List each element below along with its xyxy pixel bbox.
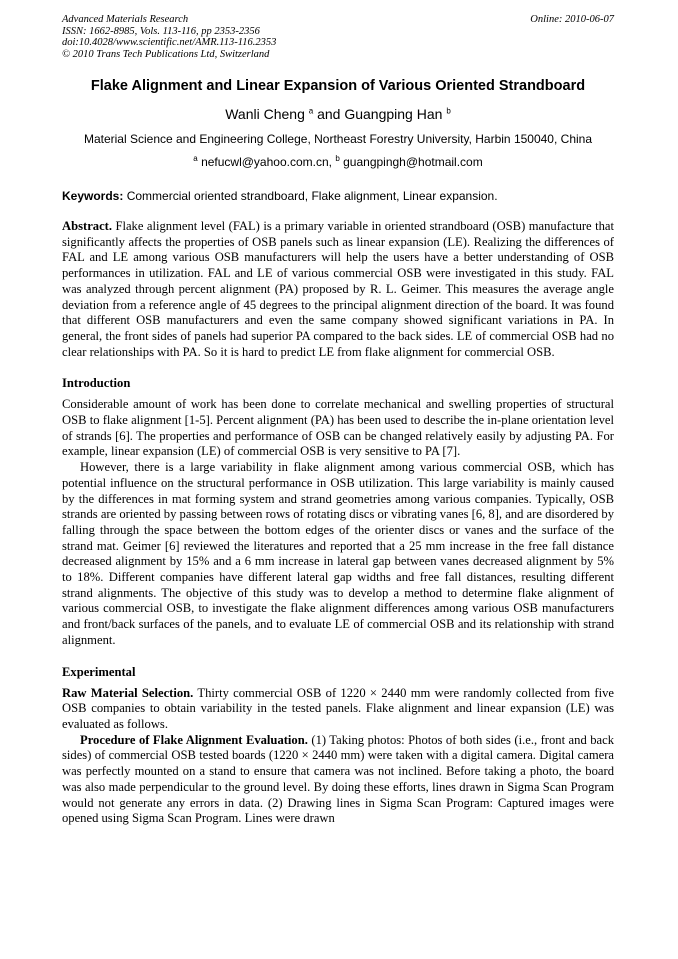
abstract bbox=[62, 219, 614, 360]
author-2-mark: b bbox=[446, 106, 451, 116]
raw-material-label: Raw Material Selection. bbox=[62, 685, 194, 700]
online-date: Online: 2010-06-07 bbox=[530, 14, 614, 25]
author-line bbox=[62, 106, 614, 122]
intro-paragraph-2: However, there is a large variability in flake alignment among various commercial OSB, which has potential influence on the structural performance in OSB utilization. This large variability is mainly caused by the differences in mat forming system and strand geometries among various companies. Typically, OSB strands are oriented by passing between rows of rotating discs or vibrating vanes [6, 8], and are disordered by falling through the space between the bottom edges of the orienter discs or vanes and the surface of the strand mat. Geimer [6] reviewed the literatures and reported that a 25 mm increase in the free fall distance decreased alignment by 15% and a 6 mm increase in lateral gap between vanes decreased alignment by 5% to 18%. Different companies have different lateral gap widths and free fall distances, resulting different strand alignments. The objective of this study was to develop a method to determine flake alignment of various commercial OSB, to investigate the flake alignment differences among various OSB manufacturers and front/back surfaces of the panels, and to evaluate LE of commercial OSB and its relationship with strand alignment. bbox=[62, 460, 614, 647]
author-conjunction: and bbox=[317, 106, 341, 122]
author-2: Guangping Han bbox=[344, 106, 443, 122]
author-1: Wanli Cheng bbox=[225, 106, 305, 122]
keywords-label: Keywords: bbox=[62, 189, 124, 203]
intro-paragraph-1: Considerable amount of work has been done to correlate mechanical and swelling properties of structural OSB to flake alignment [1-5]. Percent alignment (PA) has been used to describe the in-plane orientation level of strands [6]. The properties and performance of OSB can be changed relatively easily by adjusting PA. For example, linear expansion (LE) of commercial OSB is very sensitive to PA [7]. bbox=[62, 397, 614, 459]
raw-material-text: Thirty commercial OSB of 1220 × 2440 mm were randomly collected from five OSB companies to obtain variability in the tested panels. Flake alignment and linear expansion (LE) was evaluated as follows. bbox=[62, 685, 615, 731]
doi-line: doi:10.4028/www.scientific.net/AMR.113-116.2353 bbox=[62, 37, 277, 48]
email-b-mark: b bbox=[335, 154, 340, 163]
abstract-label: Abstract. bbox=[62, 219, 113, 233]
email-line bbox=[62, 154, 614, 169]
copyright-line: © 2010 Trans Tech Publications Ltd, Switzerland bbox=[62, 48, 270, 60]
author-1-mark: a bbox=[308, 106, 314, 116]
email-a[interactable]: nefucwl@yahoo.com.cn, bbox=[201, 155, 332, 169]
section-heading-introduction: Introduction bbox=[62, 376, 131, 391]
affiliation: Material Science and Engineering College, Northeast Forestry University, Harbin 150040, China bbox=[83, 132, 593, 146]
email-b[interactable]: guangpingh@hotmail.com bbox=[343, 155, 483, 169]
abstract-text: Flake alignment level (FAL) is a primary variable in oriented strandboard (OSB) manufacture that significantly affects the properties of OSB panels such as linear expansion (LE). Realizing the differences of FAL and LE among various OSB manufacturers will help the users have a better understanding of OSB performances in utilization. FAL and LE of various commercial OSB were investigated in this study. FAL was analyzed through percent alignment (PA) proposed by R. L. Geimer. This measures the average angle deviation from a reference angle of 45 degrees to the principal alignment direction of the board. It was found that different OSB manufacturers and even the same company showed significant variations in PA. In general, the front sides of panels had superior PA compared to the back sides. LE of commercial OSB had no clear relationships with PA. So it is hard to predict LE from flake alignment for commercial OSB. bbox=[62, 219, 614, 359]
paper-page bbox=[62, 14, 614, 827]
journal-name: Advanced Materials Research bbox=[62, 14, 189, 25]
paper-title: Flake Alignment and Linear Expansion of Various Oriented Strandboard bbox=[90, 78, 586, 94]
publication-header bbox=[62, 14, 614, 60]
raw-material-paragraph bbox=[62, 686, 614, 733]
email-a-mark: a bbox=[193, 154, 198, 163]
keywords bbox=[62, 189, 614, 203]
section-heading-experimental: Experimental bbox=[62, 664, 136, 679]
procedure-paragraph bbox=[62, 733, 614, 827]
procedure-text: (1) Taking photos: Photos of both sides (i.e., front and back sides) of commercial OSB tested boards (1220 × 2440 mm) were taken with a digital camera. Digital camera was perfectly mounted on a stand to ensure that camera was not inclined. Before taking a photo, the board was also made perpendicular to the ground level. By doing these efforts, lines drawn in Sigma Scan Program would not generate any errors in data. (2) Drawing lines in Sigma Scan Program: Captured images were opened using Sigma Scan Program. Lines were drawn bbox=[62, 732, 614, 826]
issn-line: ISSN: 1662-8985, Vols. 113-116, pp 2353-2356 bbox=[62, 25, 260, 37]
keywords-text: Commercial oriented strandboard, Flake alignment, Linear expansion. bbox=[126, 189, 498, 203]
procedure-label: Procedure of Flake Alignment Evaluation. bbox=[80, 732, 308, 747]
